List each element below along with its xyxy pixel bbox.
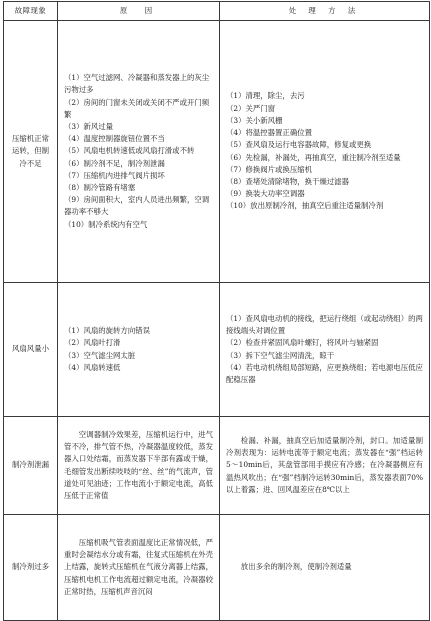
method-item: （3）关小新风栅	[226, 115, 283, 125]
fault-cell: 风扇风量小	[4, 283, 58, 417]
method-item: （4）将温控器置正确位置	[226, 128, 313, 138]
cause-item: （2）房间的门窗未关闭或关闭不严或开门频繁	[64, 97, 210, 119]
cause-text: 空调器制冷效果差，压缩机运行中，进气管不冷，排气管不热，冷凝器温度较低，蒸发器入口处结霜，而蒸发器下半部有露或干燥，毛细管发出断续吱吱的“丝、丝”的气流声，管道处可见油迹；工作电流小于额定电流，高低压低于正常值	[64, 429, 213, 500]
table-row	[4, 515, 430, 621]
cause-item: （8）制冷管路有堵塞	[64, 183, 136, 192]
cause-item: （1）空气过滤网、冷凝器和蒸发器上的灰尘污物过多	[64, 73, 210, 95]
cause-item: （4）温度控制器旋钮位置不当	[64, 134, 165, 144]
cause-item: （6）制冷剂不足，制冷剂泄漏	[64, 158, 165, 168]
method-item: （2）关严门窗	[226, 103, 276, 113]
table-row	[4, 417, 430, 515]
method-cell	[220, 515, 430, 621]
method-item: （1）查风扇电动机的接线，把运行绕组（或起动绕组）的两接线端头对调位置	[226, 313, 423, 336]
cause-item: （3）新风过量	[64, 121, 114, 131]
fault-cell: 压缩机正常运转，但制冷不足	[4, 21, 58, 283]
table-row	[4, 283, 430, 417]
method-cell	[220, 21, 430, 283]
method-item: （9）换装大功率空调器	[226, 189, 305, 199]
method-item: （6）先检漏，补漏处，再抽真空，重注制冷剂至适量	[226, 152, 401, 162]
table-row	[4, 21, 430, 283]
troubleshooting-table	[3, 1, 430, 621]
cause-item: （5）风扇电机转速低或风扇打滑或不转	[64, 146, 195, 156]
cause-text: 压缩机吸气管表面温度比正常情况低，严重时会凝结水分或有霜，往复式压缩机在外壳上结露，旋转式压缩机在气液分离器上结露，压缩机电机工作电流超过额定电流，冷凝器较正常时热，压缩机声音沉闷	[64, 537, 213, 596]
method-item: （3）拆下空气滤尘网清洗，晾干	[226, 350, 335, 360]
method-item: （2）检查并紧固风扇叶螺钉，将风叶与轴紧固	[226, 338, 379, 348]
cause-cell	[58, 283, 220, 417]
cause-item: （10）制冷系统内有空气	[64, 219, 148, 229]
cause-item: （1）风扇的旋转方向错误	[64, 326, 151, 336]
method-item: （7）修换阀片或换压缩机	[226, 164, 313, 174]
method-text: 检漏、补漏，抽真空后加适量制冷剂，封口。加适量制冷剂表现为：运转电流等于额定电流；蒸发器在“强”档运转5～10min后，其盘管部用手摸应有冷感；在冷凝器侧应有温热风吹出；在“强”档制冷运转30min后，蒸发器表面70%以上着露；进、回风温差应在8℃以上	[226, 435, 423, 494]
method-item: （8）查堵处清除堵物，换干燥过滤器	[226, 176, 349, 186]
cause-cell	[58, 417, 220, 515]
method-item: （5）查风扇及运行电容器故障，修复或更换	[226, 140, 372, 150]
cause-item: （4）风扇转速低	[64, 362, 121, 372]
method-item: （4）若电动机绕组局部短路，应更换绕组；若电源电压低应配稳压器	[226, 362, 423, 384]
cause-cell	[58, 515, 220, 621]
method-cell	[220, 417, 430, 515]
cause-item: （2）风扇叶打滑	[64, 338, 121, 348]
fault-cell: 制冷剂泄漏	[4, 417, 58, 515]
cause-cell	[58, 21, 220, 283]
cause-item: （3）空气滤尘网太脏	[64, 350, 136, 360]
method-item: （1）清理，除尘，去污	[226, 91, 305, 101]
method-cell	[220, 283, 430, 417]
method-text: 放出多余的制冷剂，使制冷剂适量	[240, 562, 352, 572]
fault-cell: 制冷剂过多	[4, 515, 58, 621]
cause-item: （7）压缩机内进排气阀片损坏	[64, 170, 165, 180]
header-fault: 故障现象	[4, 2, 58, 21]
header-method: 处 理 方 法	[220, 2, 430, 21]
method-item: （10）放出原制冷剂，抽真空后重注适量制冷剂	[226, 201, 384, 211]
header-cause: 原 因	[58, 2, 220, 21]
cause-item: （9）房间面积大，室内人员进出频繁，空调器功率不够大	[64, 195, 210, 217]
table-header-row	[4, 2, 430, 21]
